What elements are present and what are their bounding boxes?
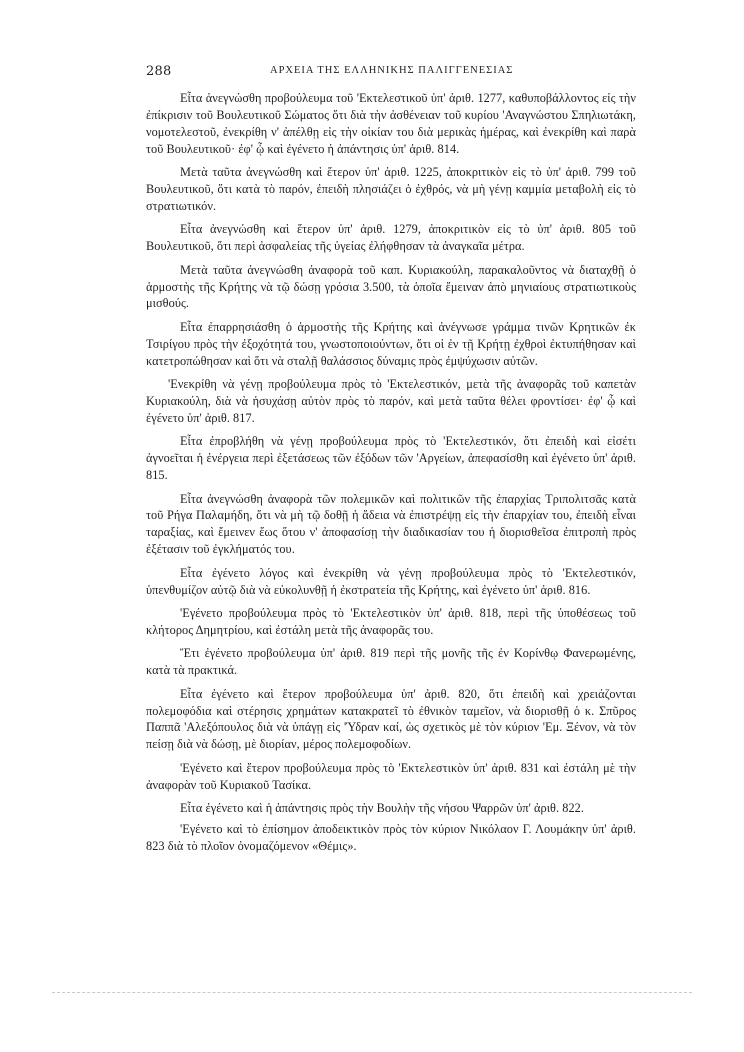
paragraph: Εἶτα ἀνεγνώσθη καὶ ἕτερον ὑπ' ἀριθ. 1279, ἀποκριτικὸν εἰς τὸ ὑπ' ἀριθ. 805 τοῦ Βουλευτικοῦ, ὅτι περὶ ἀσφαλείας τῆς ὑγείας ἐλήφθησαν τὰ ἀναγκαῖα μέτρα. [146,222,636,254]
paragraph: Εἶτα ἀνεγνώσθη προβούλευμα τοῦ 'Εκτελεστικοῦ ὑπ' ἀριθ. 1277, καθυποβάλλοντος εἰς τὴν ἐπίκρισιν τοῦ Βουλευτικοῦ Σώματος ὅτι διὰ τὴν ἀσθένειαν τοῦ κυρίου 'Αναγνώστου Σπηλιωτάκη, νομοτελεστοῦ, ἐνεκρίθη ν' ἀπέλθῃ εἰς τὴν οἰκίαν του διὰ μερικὰς ἡμέρας, καὶ ἐνεκρίθη καὶ παρὰ τοῦ Βουλευτικοῦ· ἐφ' ᾧ καὶ ἐγένετο ἡ ἀπάντησις ὑπ' ἀριθ. 814. [146,91,636,156]
page-number: 288 [146,64,172,79]
paragraph: Ἔτι ἐγένετο προβούλευμα ὑπ' ἀριθ. 819 περὶ τῆς μονῆς τῆς ἐν Κορίνθῳ Φανερωμένης, κατὰ τὰ πρακτικά. [146,646,636,678]
paragraph: Εἶτα ἐπαρρησιάσθη ὁ ἁρμοστὴς τῆς Κρήτης καὶ ἀνέγνωσε γράμμα τινῶν Κρητικῶν ἐκ Τσιρίγου πρὸς τὴν ἐξοχότητά του, γνωστοποιούντων, ὅτι οἱ ἐν τῇ Κρήτῃ ἐχθροὶ ἐκτυπήθησαν καὶ κατετροπώθησαν καὶ ὅτι νὰ σταλῇ θαλάσσιος δύναμις πρὸς ἐμψύχωσιν αὐτῶν. [146,319,636,368]
paragraph: Εἶτα ἐγένετο καὶ ἡ ἀπάντησις πρὸς τὴν Βουλὴν τῆς νήσου Ψαρρῶν ὑπ' ἀριθ. 822. [180,801,584,816]
paragraph: Μετὰ ταῦτα ἀνεγνώσθη καὶ ἕτερον ὑπ' ἀριθ. 1225, ἀποκριτικὸν εἰς τὸ ὑπ' ἀριθ. 799 τοῦ Βουλευτικοῦ, ὅτι κατὰ τὸ παρόν, ἐπειδὴ πλησιάζει ὁ ἐχθρός, νὰ μὴ γένῃ καμμία μεταβολὴ εἰς τὸ στρατιωτικόν. [146,165,636,213]
paragraph: 'Ενεκρίθη νὰ γένῃ προβούλευμα πρὸς τὸ 'Εκτελεστικόν, μετὰ τῆς ἀναφορᾶς τοῦ καπετὰν Κυριακούλη, διὰ νὰ ἡσυχάσῃ αὐτὸν πρὸς τὸ παρόν, καὶ μετὰ ταῦτα θέλει φροντίσει· ἐφ' ᾧ καὶ ἐγένετο ὑπ' ἀριθ. 817. [146,377,636,425]
body-text [146,90,636,861]
scan-edge-divider [52,992,692,993]
running-title: ΑΡΧΕΙΑ ΤΗΣ ΕΛΛΗΝΙΚΗΣ ΠΑΛΙΓΓΕΝΕΣΙΑΣ [270,65,514,76]
paragraph: 'Εγένετο καὶ ἕτερον προβούλευμα πρὸς τὸ 'Εκτελεστικὸν ὑπ' ἀριθ. 831 καὶ ἐστάλη μὲ τὴν ἀναφορὰν τοῦ Κυριακοῦ Τασίκα. [146,760,636,792]
paragraph: 'Εγένετο καὶ τὸ ἐπίσημον ἀποδεικτικὸν πρὸς τὸν κύριον Νικόλαον Γ. Λουμάκην ὑπ' ἀριθ. 823 διὰ τὸ πλοῖον ὀνομαζόμενον «Θέμις». [146,821,636,853]
paragraph: Εἶτα ἐγένετο λόγος καὶ ἐνεκρίθη νὰ γένῃ προβούλευμα πρὸς τὸ 'Εκτελεστικόν, ὑπενθυμίζον αὐτῷ διὰ νὰ εὐκολυνθῇ ἡ ἐκστρατεία τῆς Κρήτης, καὶ ἐγένετο ὑπ' ἀριθ. 816. [146,565,636,597]
paragraph: Εἶτα ἐγένετο καὶ ἕτερον προβούλευμα ὑπ' ἀριθ. 820, ὅτι ἐπειδὴ καὶ χρειάζονται πολεμοφόδια καὶ στέρησις χρημάτων κατακρατεῖ τὸ ἐθνικὸν ταμεῖον, νὰ διορισθῇ ὁ κ. Σπῦρος Παππᾶ 'Αλεξόπουλος διὰ νὰ ὑπάγῃ εἰς 'Ύδραν καί, ὡς σχετικὸς μὲ τὸν κύριον 'Εμ. Ξένον, νὰ τὸν πείσῃ διὰ νὰ δώσῃ, μὲ διορίαν, μέρος πολεμοφοδίων. [146,686,636,752]
paragraph: 'Εγένετο προβούλευμα πρὸς τὸ 'Εκτελεστικὸν ὑπ' ἀριθ. 818, περὶ τῆς ὑποθέσεως τοῦ κλήτορος Δημητρίου, καὶ ἐστάλη μετὰ τῆς ἀναφορᾶς του. [146,605,636,637]
page-header [146,64,634,84]
paragraph: Εἶτα ἐπροβλήθη νὰ γένῃ προβούλευμα πρὸς τὸ 'Εκτελεστικόν, ὅτι ἐπειδὴ καὶ εἰσέτι ἀγνοεῖται ἡ ἐνέργεια περὶ ἐξετάσεως τῶν ἐξόδων τῶν 'Αργείων, ἀπεφασίσθη καὶ ἐγένετο ὑπ' ἀριθ. 815. [146,434,636,483]
paragraph: Εἶτα ἀνεγνώσθη ἀναφορὰ τῶν πολεμικῶν καὶ πολιτικῶν τῆς ἐπαρχίας Τριπολιτσᾶς κατὰ τοῦ Ρήγα Παλαμήδη, ὅτι νὰ μὴ τῷ δοθῇ ἡ ἄδεια νὰ ἐπιστρέψῃ εἰς τὴν ἐπαρχίαν του, ἐπειδὴ εἶναι ταραξίας, καὶ ἔμεινεν ἕως ὅτου ν' ἀποφασίσῃ τὴν διαδικασίαν του ἡ διορισθεῖσα ἐπιτροπὴ πρὸς ἐξέτασιν τοῦ ἐγκλήματός του. [146,491,636,557]
paragraph: Μετὰ ταῦτα ἀνεγνώσθη ἀναφορὰ τοῦ καπ. Κυριακούλη, παρακαλοῦντος νὰ διαταχθῇ ὁ ἁρμοστὴς τῆς Κρήτης νὰ τῷ δώσῃ γρόσια 3.500, τὰ ὁποῖα ἔμειναν ἀπὸ μηνιαίους στρατιωτικοὺς μισθούς. [146,262,636,311]
